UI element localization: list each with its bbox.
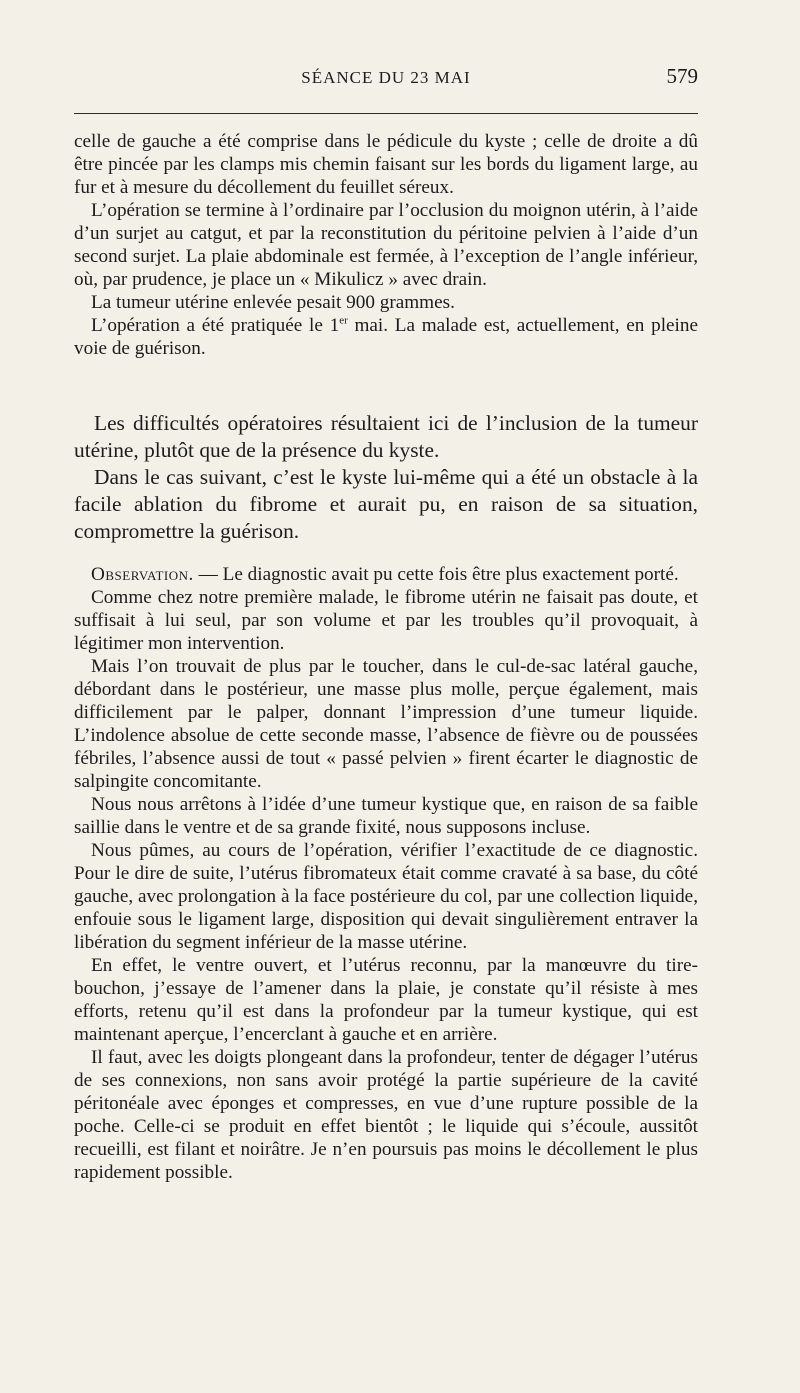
paragraph-cystic-tumor: Nous nous arrêtons à l’idée d’une tumeur kystique que, en raison de sa faible saillie dans le ventre et de sa grande fixité, nous supposons incluse.	[74, 794, 698, 838]
paragraph-observation: Observation. — Le diagnostic avait pu cette fois être plus exactement porté.	[91, 564, 679, 585]
page-header	[74, 64, 698, 94]
paragraph-abdomen-opened: En effet, le ventre ouvert, et l’utérus reconnu, par la manœuvre du tire-bouchon, j’essaye de l’amener dans la plaie, je constate qu’il résiste à mes efforts, retenu qu’il est dans la profondeur par la tumeur kystique, qui est maintenant aperçue, l’encerclant à gauche et en arrière.	[74, 955, 698, 1045]
running-title: SÉANCE DU 23 MAI	[301, 68, 471, 87]
section-commentary	[74, 410, 698, 545]
paragraph-closure: L’opération se termine à l’ordinaire par l’occlusion du moignon utérin, à l’aide d’un surjet au catgut, et par la reconstitution du péritoine pelvien à l’aide d’un second surjet. La plaie abdominale est fermée, à l’exception de l’angle inférieur, où, par prudence, je place un « Mikulicz » avec drain.	[74, 200, 698, 290]
section-observation	[74, 563, 698, 1184]
paragraph-continuation: celle de gauche a été comprise dans le pédicule du kyste ; celle de droite a dû être pincée par les clamps mis chemin faisant sur les bords du ligament large, au fur et à mesure du décollement du feuillet séreux.	[74, 131, 698, 198]
paragraph-tumor-weight: La tumeur utérine enlevée pesait 900 grammes.	[91, 292, 455, 313]
page-number: 579	[666, 64, 698, 88]
paragraph-difficulties: Les difficultés opératoires résultaient ici de l’inclusion de la tumeur utérine, plutôt que de la présence du kyste.	[74, 411, 698, 462]
paragraph-operation-date: L’opération a été pratiquée le 1er mai. La malade est, actuellement, en pleine voie de guérison.	[74, 314, 698, 359]
paragraph-next-case: Dans le cas suivant, c’est le kyste lui-même qui a été un obstacle à la facile ablation du fibrome et aurait pu, en raison de sa situation, compromettre la guérison.	[74, 465, 698, 543]
paragraph-first-patient-comparison: Comme chez notre première malade, le fibrome utérin ne faisait pas doute, et suffisait à lui seul, par son volume et par les troubles qu’il provoquait, à légitimer mon intervention.	[74, 587, 698, 654]
observation-label: Observation.	[91, 564, 194, 585]
section-operation-end	[74, 130, 698, 360]
header-rule	[74, 113, 698, 114]
paragraph-diagnosis-verified: Nous pûmes, au cours de l’opération, vérifier l’exactitude de ce diagnostic. Pour le dire de suite, l’utérus fibromateux était comme cravaté à sa base, du côté gauche, avec prolongation à la face postérieure du col, par une collection liquide, enfouie sous le ligament large, disposition qui devait singulièrement entraver la libération du segment inférieur de la masse utérine.	[74, 840, 698, 953]
paragraph-palpation: Mais l’on trouvait de plus par le toucher, dans le cul-de-sac latéral gauche, débordant dans le postérieur, une masse plus molle, perçue également, mais difficilement par le palper, donnant l’impression d’une tumeur liquide. L’indolence absolue de cette seconde masse, l’absence de fièvre ou de poussées fébriles, l’absence aussi de tout « passé pelvien » firent écarter le diagnostic de salpingite concomitante.	[74, 656, 698, 792]
paragraph-release-uterus: Il faut, avec les doigts plongeant dans la profondeur, tenter de dégager l’utérus de ses connexions, non sans avoir protégé la partie supérieure de la cavité péritonéale avec éponges et compresses, en vue d’une rupture possible de la poche. Celle-ci se produit en effet bientôt ; le liquide qui s’écoule, aussitôt recueilli, est filant et noirâtre. Je n’en poursuis pas moins le décollement le plus rapidement possible.	[74, 1047, 698, 1183]
